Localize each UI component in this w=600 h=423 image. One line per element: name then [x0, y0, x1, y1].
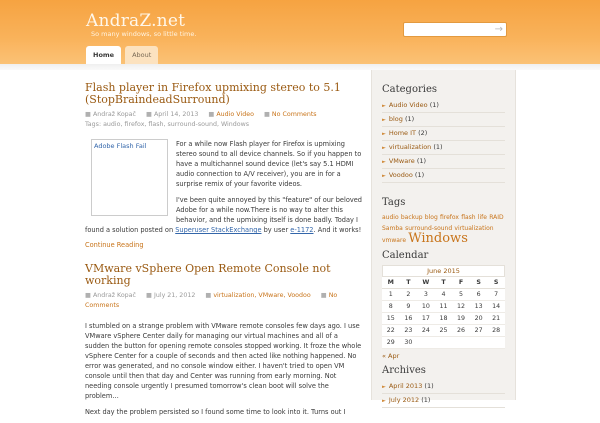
- post-body: [85, 139, 363, 235]
- post-paragraph: I stumbled on a strange problem with VMware remote consoles few days ago. I use VMware vSphere Center daily for managing our virtual machines and all of a sudden the button for opening remote consoles stopped working. It froze the whole vSphere Center for a couple of seconds and then acted like nothing happened. No error was generated, and no console window either. I haven't tried to open VM console until then that day and Center was running from early morning. Not needing console urgently I presumed tomorrow's clean boot will solve the problem…: [85, 322, 362, 400]
- author-icon: ■: [85, 292, 91, 299]
- tag-link[interactable]: blog: [424, 214, 438, 221]
- bullet-icon: ►: [382, 117, 386, 123]
- post-tags: [85, 120, 363, 129]
- archive-count: (1): [421, 396, 431, 404]
- calendar-day: 12: [452, 301, 470, 313]
- calendar-day: 15: [382, 313, 400, 325]
- user-link[interactable]: e-1172: [290, 226, 314, 234]
- calendar-day-header: T: [400, 277, 418, 289]
- calendar-day: 4: [435, 289, 453, 301]
- comment-icon: ■: [263, 111, 270, 118]
- calendar-day: 8: [382, 301, 400, 313]
- category-link[interactable]: Voodoo: [388, 171, 413, 179]
- category-item: [382, 141, 505, 155]
- main-nav: [86, 46, 158, 64]
- post-comments[interactable]: No Comments: [85, 292, 338, 309]
- calendar-day: 19: [452, 313, 470, 325]
- category-item: [382, 113, 505, 127]
- calendar-day: 21: [487, 313, 505, 325]
- calendar-day: 3: [417, 289, 435, 301]
- calendar-day: 24: [417, 325, 435, 337]
- tag-link[interactable]: vmware: [382, 237, 407, 244]
- calendar-day: 27: [470, 325, 488, 337]
- calendar-day: 10: [417, 301, 435, 313]
- calendar-day: 30: [400, 337, 418, 349]
- calendar-day-header: T: [435, 277, 453, 289]
- post-body: [85, 321, 363, 417]
- calendar-day: 28: [487, 325, 505, 337]
- post-image: Adobe Flash Fail: [91, 139, 168, 216]
- calendar-prev-link[interactable]: « Apr: [382, 352, 400, 360]
- calendar-day: 9: [400, 301, 418, 313]
- tag-link[interactable]: firefox: [440, 214, 459, 221]
- post-author: Andraž Kopač: [92, 111, 136, 118]
- categories-list: [382, 99, 505, 183]
- tags-heading: Tags: [382, 197, 406, 208]
- category-link[interactable]: virtualization: [388, 143, 432, 151]
- calendar-day: 11: [435, 301, 453, 313]
- post-title[interactable]: VMware vSphere Open Remote Console not working: [85, 262, 331, 287]
- post-title[interactable]: Flash player in Firefox upmixing stereo to 5.1 (StopBraindeadSurround): [85, 81, 341, 106]
- main-content: [85, 82, 363, 423]
- post-categories[interactable]: virtualization, VMware, Voodoo: [213, 292, 311, 299]
- site-header: [0, 0, 600, 68]
- tag-link[interactable]: flash: [461, 214, 476, 221]
- category-count: (1): [429, 101, 439, 109]
- calendar-day: [487, 337, 505, 349]
- category-count: (1): [433, 143, 443, 151]
- text-fragment: by user: [261, 226, 291, 234]
- category-item: [382, 127, 505, 141]
- tag-link[interactable]: RAID: [489, 214, 504, 221]
- categories-heading: Categories: [382, 84, 437, 95]
- category-item: [382, 169, 505, 183]
- tags-prefix: Tags:: [85, 121, 102, 128]
- calendar-day: 25: [435, 325, 453, 337]
- superuser-link[interactable]: Superuser StackExchange: [175, 226, 262, 234]
- continue-reading-link[interactable]: Continue Reading: [85, 241, 144, 249]
- category-count: (2): [418, 129, 428, 137]
- bullet-icon: ►: [382, 398, 386, 404]
- archive-item: [382, 394, 505, 408]
- post-meta: [85, 291, 363, 311]
- post: [85, 82, 363, 249]
- author-icon: ■: [85, 111, 91, 118]
- post-comments[interactable]: No Comments: [271, 111, 317, 118]
- tab-about[interactable]: About: [125, 46, 158, 64]
- archive-item: [382, 380, 505, 394]
- calendar-day: 7: [487, 289, 505, 301]
- tag-links[interactable]: audio, firefox, flash, surround-sound, Windows: [103, 121, 250, 128]
- category-count: (1): [414, 171, 425, 179]
- category-count: (1): [416, 157, 427, 165]
- bullet-icon: ►: [382, 159, 386, 165]
- calendar-day-header: F: [452, 277, 470, 289]
- category-link[interactable]: Audio Video: [388, 101, 428, 109]
- calendar-day-header: S: [487, 277, 505, 289]
- calendar-day: 5: [452, 289, 470, 301]
- archives-list: [382, 380, 505, 408]
- text-fragment: . And it works!: [313, 226, 362, 234]
- calendar-day: 22: [382, 325, 400, 337]
- calendar-heading: Calendar: [382, 250, 429, 261]
- site-tagline: So many windows, so little time.: [91, 30, 197, 38]
- post-paragraph: Next day the problem persisted so I found some time to look into it. Turns out I: [85, 408, 346, 416]
- bullet-icon: ►: [382, 103, 386, 109]
- calendar-day: [417, 337, 435, 349]
- post-date: April 14, 2013: [153, 111, 199, 118]
- category-count: (1): [404, 115, 415, 123]
- calendar-caption: June 2015: [382, 265, 505, 277]
- tab-home[interactable]: Home: [86, 46, 121, 64]
- calendar-day: 23: [400, 325, 418, 337]
- search-box: [403, 22, 507, 37]
- bullet-icon: ►: [382, 384, 386, 390]
- calendar-day-header: W: [417, 277, 435, 289]
- folder-icon: ■: [205, 292, 212, 299]
- text-fragment: I've been quite annoyed by this "feature" of our beloved Adobe for a while now.There is no way to alter this behavior, and the upmixing itself is done badly. Today I found a solution posted on: [85, 196, 362, 234]
- archive-count: (1): [424, 382, 434, 390]
- calendar-day: 6: [470, 289, 488, 301]
- calendar-day: [435, 337, 453, 349]
- post-author: Andraž Kopač: [92, 292, 136, 299]
- tag-link[interactable]: Samba: [382, 225, 403, 232]
- category-link[interactable]: blog: [388, 115, 403, 123]
- arrow-right-icon[interactable]: →: [494, 24, 503, 35]
- calendar-day: [452, 337, 470, 349]
- calendar-icon: ■: [146, 292, 152, 299]
- folder-icon: ■: [208, 111, 215, 118]
- tag-link[interactable]: audio: [382, 214, 399, 221]
- tag-link[interactable]: life: [477, 214, 487, 221]
- category-item: [382, 99, 505, 113]
- post-meta: [85, 110, 363, 120]
- calendar-icon: ■: [146, 111, 152, 118]
- tag-link[interactable]: surround-sound: [405, 225, 453, 232]
- archive-link[interactable]: July 2012: [388, 396, 420, 404]
- calendar-day-header: S: [470, 277, 488, 289]
- category-link[interactable]: VMware: [388, 157, 415, 165]
- comment-icon: ■: [320, 292, 327, 299]
- calendar-day: 29: [382, 337, 400, 349]
- calendar-day: 2: [400, 289, 418, 301]
- calendar-day: 20: [470, 313, 488, 325]
- calendar-day-header: M: [382, 277, 400, 289]
- calendar-day: 13: [470, 301, 488, 313]
- category-item: [382, 155, 505, 169]
- calendar-day: [470, 337, 488, 349]
- bullet-icon: ►: [382, 131, 386, 137]
- calendar-day: 26: [452, 325, 470, 337]
- tag-link[interactable]: backup: [400, 214, 423, 221]
- calendar-table: [382, 277, 505, 349]
- post-category[interactable]: Audio Video: [216, 111, 254, 118]
- tag-link[interactable]: Windows: [408, 231, 468, 246]
- bullet-icon: ►: [382, 173, 386, 179]
- calendar-day: 14: [487, 301, 505, 313]
- search-input[interactable]: [404, 23, 490, 36]
- archive-link[interactable]: April 2013: [388, 382, 423, 390]
- tag-link[interactable]: virtualization: [454, 225, 494, 232]
- calendar-day: 16: [400, 313, 418, 325]
- tag-cloud: [382, 212, 505, 246]
- calendar-day: 1: [382, 289, 400, 301]
- post: [85, 263, 363, 417]
- archives-heading: Archives: [382, 365, 426, 376]
- post-paragraph: For a while now Flash player for Firefox is upmixing stereo sound to all device channels. So if you happen to have a multichannel sound device (let's say 5.1 HDMI audio connection to A/V receiver), you are in for a surprise remix of your favorite videos.: [176, 140, 362, 188]
- post-date: July 21, 2012: [153, 292, 196, 299]
- bullet-icon: ►: [382, 145, 386, 151]
- calendar-day: 18: [435, 313, 453, 325]
- category-link[interactable]: Home IT: [388, 129, 417, 137]
- sidebar: [371, 70, 516, 404]
- site-title[interactable]: AndraZ.net: [86, 11, 186, 31]
- calendar-day: 17: [417, 313, 435, 325]
